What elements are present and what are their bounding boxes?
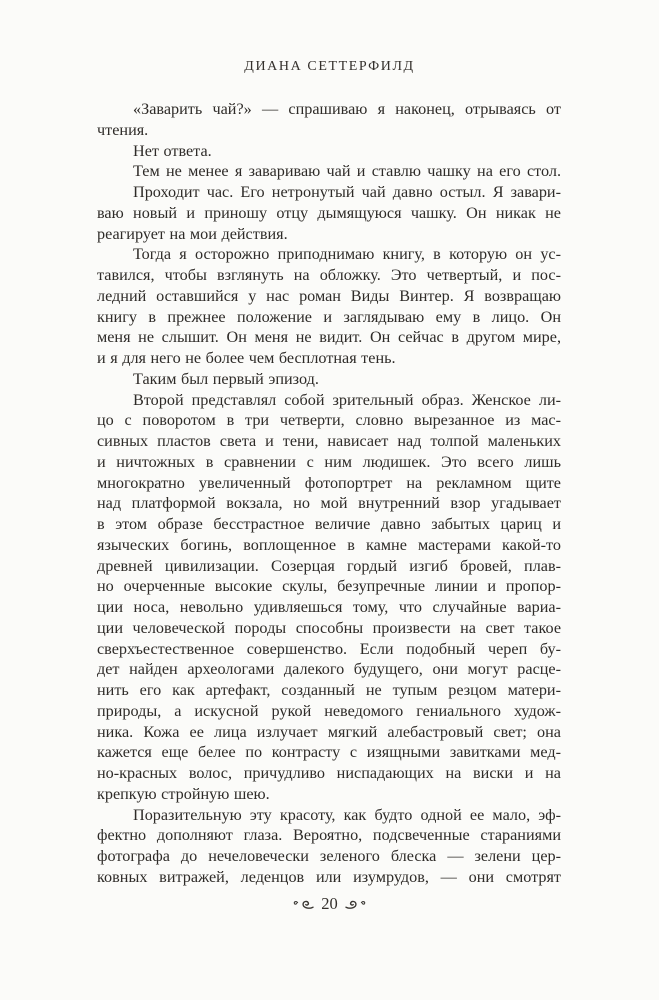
- text-line: сивных пластов света и тени, нависает над толпой маленьких: [97, 432, 561, 450]
- text-line: сверхъестественное совершенство. Если подобный череп бу-: [97, 639, 561, 658]
- text-line: Тогда я осторожно приподнимаю книгу, в которую он ус-: [133, 245, 561, 264]
- text-line: чтения.: [97, 120, 149, 139]
- text-line: ваю новый и приношу отцу дымящуюся чашку. Он никак не: [97, 203, 561, 222]
- text-line: цо с поворотом в три четверти, словно вырезанное из мас-: [97, 411, 561, 430]
- text-line: и я для него не более чем бесплотная тень.: [97, 349, 396, 367]
- text-line: дет найден археологами далекого будущего, они могут расце-: [97, 660, 561, 679]
- page-footer: [0, 893, 659, 915]
- text-line: Поразительную эту красоту, как будто одной ее мало, эф-: [133, 805, 561, 824]
- right-flourish-icon: [344, 898, 367, 911]
- text-line: крепкую стройную шею.: [97, 784, 270, 803]
- text-line: меня не слышит. Он меня не видит. Он сейчас в другом мире,: [97, 328, 561, 347]
- text-line: многократно увеличенный фотопортрет на рекламном щите: [97, 473, 561, 492]
- text-line: ции человеческой породы способны произвести на свет такое: [97, 618, 561, 637]
- text-line: над платформой вокзала, но мой внутренний взор угадывает: [97, 494, 561, 513]
- text-line: но очерченные высокие скулы, безупречные линии и пропор-: [97, 577, 561, 596]
- text-block: [97, 99, 561, 888]
- running-header: ДИАНА СЕТТЕРФИЛД: [244, 59, 415, 74]
- text-line: фектно дополняют глаза. Вероятно, подсвеченные стараниями: [97, 826, 561, 845]
- text-line: Таким был первый эпизод.: [133, 369, 319, 388]
- text-line: языческих богинь, воплощенное в камне мастерами какой-то: [97, 535, 561, 554]
- text-line: книгу в прежнее положение и заглядываю ему в лицо. Он: [97, 307, 561, 326]
- text-line: но-красных волос, причудливо ниспадающих на виски и на: [97, 764, 561, 782]
- text-line: реагирует на мои действия.: [97, 224, 288, 243]
- text-line: в этом образе бесстрастное величие давно забытых цариц и: [97, 515, 561, 533]
- text-line: тавился, чтобы взглянуть на обложку. Это четвертый, и пос-: [97, 266, 561, 284]
- text-line: Нет ответа.: [133, 141, 212, 160]
- page-number: 20: [321, 894, 338, 913]
- left-flourish-icon: [292, 898, 315, 911]
- text-line: «Заварить чай?» — спрашиваю я наконец, отрываясь от: [133, 100, 561, 118]
- text-line: Тем не менее я завариваю чай и ставлю чашку на его стол.: [133, 162, 561, 181]
- text-line: нить его как артефакт, созданный не тупым резцом матери-: [97, 681, 561, 699]
- text-line: и ничтожных в сравнении с ним людишек. Это всего лишь: [97, 452, 561, 471]
- text-line: ника. Кожа ее лица излучает мягкий алебастровый свет; она: [97, 722, 561, 741]
- text-line: фотографа до нечеловечески зеленого блеска — зелени цер-: [97, 847, 561, 865]
- text-line: древней цивилизации. Созерцая гордый изгиб бровей, плав-: [97, 556, 561, 575]
- text-line: Второй представлял собой зрительный образ. Женское ли-: [133, 390, 561, 409]
- text-line: ледний оставшийся у нас роман Виды Винтер. Я возвращаю: [97, 286, 561, 305]
- text-line: ковных витражей, леденцов или изумрудов, — они смотрят: [97, 867, 561, 886]
- text-line: Проходит час. Его нетронутый чай давно остыл. Я завари-: [133, 183, 561, 201]
- text-line: ции носа, невольно удивляешься тому, что случайные вариа-: [97, 598, 561, 616]
- text-line: кажется еще белее по контрасту с изящными завитками мед-: [97, 743, 561, 762]
- text-line: природы, а искусной рукой неведомого гениального худож-: [97, 701, 561, 720]
